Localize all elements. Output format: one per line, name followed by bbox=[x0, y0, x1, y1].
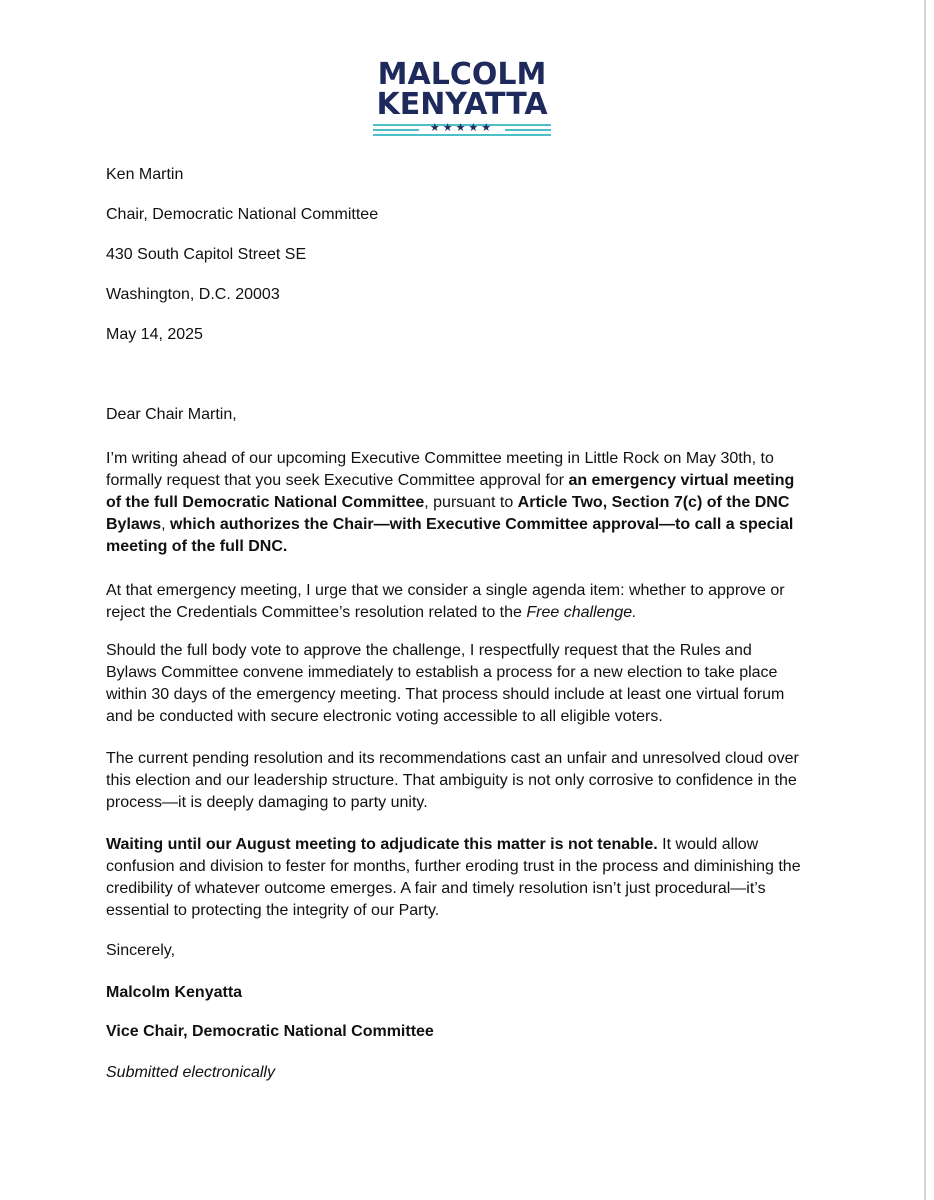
p2-italic: Free challenge. bbox=[526, 604, 637, 621]
logo-stripes bbox=[373, 124, 551, 136]
paragraph-3: Should the full body vote to approve the challenge, I respectfully request that the Rules and Bylaws Committee convene immediately to establish a process for a new election to take place within 30 days of the emergency meeting. That process should include at least one virtual forum and be conducted with secure electronic voting accessible to all eligible voters. bbox=[106, 642, 785, 725]
p1-text-2: , pursuant to bbox=[424, 494, 518, 511]
recipient-block bbox=[106, 164, 806, 346]
p1-text-3: , bbox=[161, 516, 171, 533]
letter-date: May 14, 2025 bbox=[106, 326, 203, 343]
recipient-street: 430 South Capitol Street SE bbox=[106, 246, 307, 263]
valediction: Sincerely, bbox=[106, 942, 176, 959]
signer-name: Malcolm Kenyatta bbox=[106, 984, 243, 1001]
p5-bold: Waiting until our August meeting to adjudicate this matter is not tenable. bbox=[106, 836, 658, 853]
p1-bold-2: Article Two, Section 7(c) of the DNC Bylaws bbox=[106, 494, 790, 533]
paragraph-5 bbox=[106, 834, 806, 922]
paragraph-2 bbox=[106, 580, 806, 624]
page-edge-divider bbox=[924, 0, 926, 1200]
submission-note: Submitted electronically bbox=[106, 1064, 275, 1081]
signer-title: Vice Chair, Democratic National Committee bbox=[106, 1023, 434, 1040]
recipient-city: Washington, D.C. 20003 bbox=[106, 286, 280, 303]
p2-text: At that emergency meeting, I urge that we consider a single agenda item: whether to approve or reject the Credentials Committee’s resolution related to the bbox=[106, 582, 785, 621]
paragraph-4: The current pending resolution and its recommendations cast an unfair and unresolved cloud over this election and our leadership structure. That ambiguity is not only corrosive to confidence in the process—it is deeply damaging to party unity. bbox=[106, 750, 799, 811]
p1-bold-3: which authorizes the Chair—with Executive Committee approval—to call a special meeting of the full DNC. bbox=[106, 516, 794, 555]
p1-bold-1: an emergency virtual meeting of the full Democratic National Committee bbox=[106, 472, 795, 511]
logo-line-last-name: KENYATTA bbox=[376, 87, 548, 122]
p5-text: It would allow confusion and division to fester for months, further eroding trust in the process and diminishing the credibility of whatever outcome emerges. A fair and timely resolution isn’t just procedural—it’s essential to protecting the integrity of our Party. bbox=[106, 836, 801, 919]
salutation: Dear Chair Martin, bbox=[106, 406, 237, 423]
p1-text-1: I’m writing ahead of our upcoming Executive Committee meeting in Little Rock on May 30th, to formally request that you seek Executive Committee approval for bbox=[106, 450, 774, 489]
letterhead-logo bbox=[373, 57, 551, 136]
paragraph-1 bbox=[106, 448, 806, 558]
recipient-name: Ken Martin bbox=[106, 166, 184, 183]
logo-stars-icon: ★★★★★ bbox=[429, 122, 495, 134]
recipient-title: Chair, Democratic National Committee bbox=[106, 206, 379, 223]
logo-line-first-name: MALCOLM bbox=[377, 57, 547, 92]
